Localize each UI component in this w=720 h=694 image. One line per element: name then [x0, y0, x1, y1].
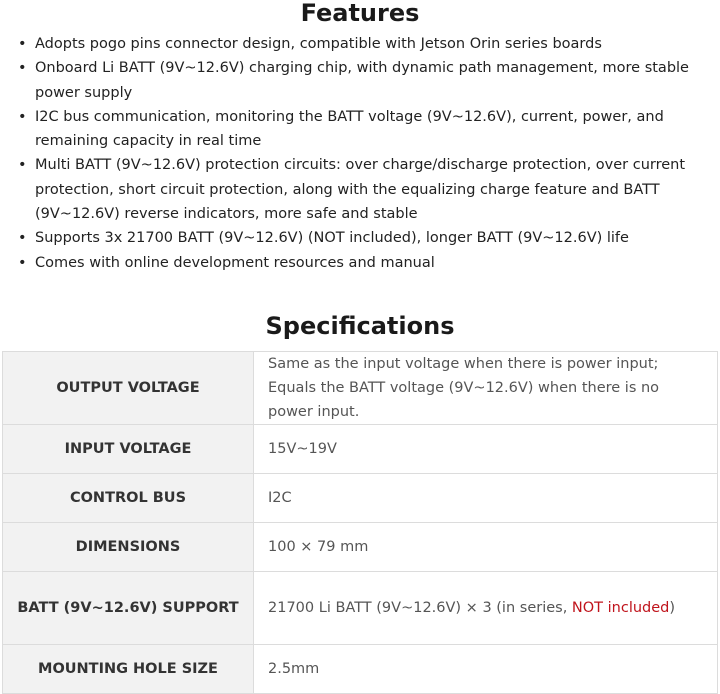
- feature-item: • Onboard Li BATT (9V~12.6V) charging chip, with dynamic path management, more stable power supply: [18, 56, 720, 105]
- spec-row-control-bus: [3, 474, 718, 523]
- spec-row-dimensions: [3, 523, 718, 572]
- feature-item: • Multi BATT (9V~12.6V) protection circuits: over charge/discharge protection, over current protection, short circuit protection, along with the equalizing charge feature and BATT (9V~12.6V) reverse indicators, more safe and stable: [18, 153, 720, 226]
- specifications-table: [2, 351, 718, 694]
- spec-row-output-voltage: [3, 352, 718, 425]
- feature-item: • I2C bus communication, monitoring the BATT voltage (9V~12.6V), current, power, and remaining capacity in real time: [18, 105, 720, 154]
- spec-key: DIMENSIONS: [3, 523, 254, 572]
- spec-key: BATT (9V~12.6V) SUPPORT: [3, 572, 254, 645]
- feature-item: • Adopts pogo pins connector design, compatible with Jetson Orin series boards: [18, 32, 720, 56]
- spec-row-batt-support: [3, 572, 718, 645]
- spec-value-suffix: ): [669, 600, 676, 616]
- spec-key: CONTROL BUS: [3, 474, 254, 523]
- spec-value: [254, 572, 718, 645]
- spec-key: INPUT VOLTAGE: [3, 425, 254, 474]
- spec-key: MOUNTING HOLE SIZE: [3, 645, 254, 694]
- spec-row-mounting-hole: [3, 645, 718, 694]
- spec-value: 2.5mm: [254, 645, 718, 694]
- spec-key: OUTPUT VOLTAGE: [3, 352, 254, 425]
- not-included-highlight: NOT included: [571, 600, 670, 616]
- feature-item: • Comes with online development resources and manual: [18, 251, 720, 275]
- spec-value: I2C: [254, 474, 718, 523]
- spec-row-input-voltage: [3, 425, 718, 474]
- spec-value: 100 × 79 mm: [254, 523, 718, 572]
- features-heading: Features: [300, 0, 420, 27]
- spec-value: 15V~19V: [254, 425, 718, 474]
- specifications-heading: Specifications: [265, 311, 455, 340]
- spec-value-text: 21700 Li BATT (9V~12.6V) × 3 (in series,: [268, 600, 572, 616]
- features-list: [0, 32, 720, 275]
- spec-value: Same as the input voltage when there is power input; Equals the BATT voltage (9V~12.6V) when there is no power input.: [254, 352, 718, 425]
- feature-item: • Supports 3x 21700 BATT (9V~12.6V) (NOT included), longer BATT (9V~12.6V) life: [18, 226, 720, 250]
